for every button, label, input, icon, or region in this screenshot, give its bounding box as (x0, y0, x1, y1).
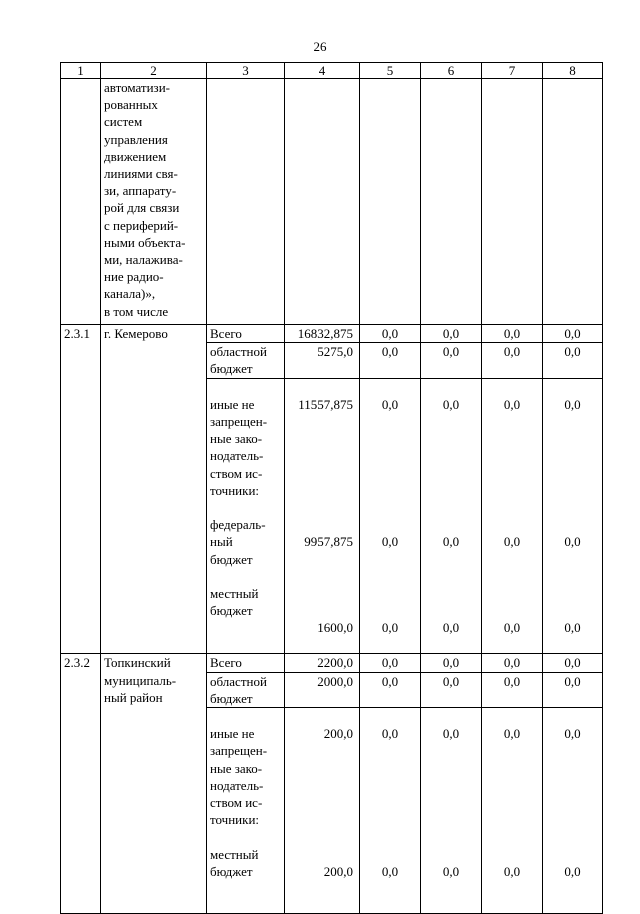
cell-value: 0,0 (482, 325, 543, 343)
cell-source (207, 708, 285, 914)
header-col-7: 7 (482, 63, 543, 79)
cell-name: Топкинский муниципаль- ный район (101, 654, 207, 914)
header-col-8: 8 (543, 63, 603, 79)
cell-total (285, 378, 360, 654)
cell-total: 16832,875 (285, 325, 360, 343)
value-label: 0,0 (564, 863, 581, 879)
source-label: местный бюджет (210, 586, 259, 619)
source-label: местный бюджет (210, 846, 259, 879)
cell-value (482, 708, 543, 914)
cell-value: 0,0 (543, 672, 603, 707)
cell-value (543, 378, 603, 654)
cell-empty (482, 79, 543, 325)
cell-name: автоматизи- рованных систем управления движением линиями свя- зи, аппарату- рой для связи с периферий- ными объекта- ми, налажива- ние радио- канала)», в том числе (101, 79, 207, 325)
cell-source (207, 378, 285, 654)
page-number: 26 (313, 39, 327, 54)
value-label: 200,0 (323, 863, 353, 879)
cell-value (360, 378, 421, 654)
value-label: 0,0 (381, 534, 399, 550)
cell-empty (207, 79, 285, 325)
cell-value (543, 708, 603, 914)
cell-source: Всего (207, 325, 285, 343)
cell-value: 0,0 (421, 325, 482, 343)
value-label: 0,0 (442, 726, 460, 742)
cell-value: 0,0 (543, 654, 603, 672)
value-label: 1600,0 (317, 620, 353, 636)
value-label: 0,0 (564, 726, 581, 742)
value-label: 0,0 (564, 620, 581, 636)
cell-source: областной бюджет (207, 343, 285, 378)
header-col-2: 2 (101, 63, 207, 79)
cell-code: 2.3.1 (61, 325, 101, 654)
value-label: 0,0 (442, 396, 460, 412)
value-label: 200,0 (323, 726, 353, 742)
cell-empty (543, 79, 603, 325)
cell-value: 0,0 (421, 343, 482, 378)
cell-total: 5275,0 (285, 343, 360, 378)
budget-table (60, 62, 603, 914)
cell-value: 0,0 (482, 343, 543, 378)
source-label: иные не запрещен- ные зако- нодатель- ством ис- точники: (210, 396, 268, 498)
value-label: 0,0 (442, 620, 460, 636)
header-col-5: 5 (360, 63, 421, 79)
value-label: 0,0 (503, 620, 521, 636)
value-label: 0,0 (503, 726, 521, 742)
value-label: 0,0 (381, 863, 399, 879)
value-label: 0,0 (381, 726, 399, 742)
value-label: 0,0 (503, 534, 521, 550)
cell-total: 2200,0 (285, 654, 360, 672)
table-row (61, 325, 603, 343)
header-row (61, 63, 603, 79)
value-label: 0,0 (381, 396, 399, 412)
cell-value: 0,0 (360, 654, 421, 672)
cell-value: 0,0 (543, 343, 603, 378)
cell-value: 0,0 (360, 672, 421, 707)
value-label: 0,0 (503, 863, 521, 879)
value-label: 0,0 (381, 620, 399, 636)
cell-name: г. Кемерово (101, 325, 207, 654)
value-label: 0,0 (564, 534, 581, 550)
cell-value (421, 378, 482, 654)
header-col-1: 1 (61, 63, 101, 79)
header-col-3: 3 (207, 63, 285, 79)
value-label: 0,0 (503, 396, 521, 412)
cell-code: 2.3.2 (61, 654, 101, 914)
continuation-row (61, 79, 603, 325)
cell-empty (285, 79, 360, 325)
cell-value: 0,0 (421, 654, 482, 672)
cell-total (285, 708, 360, 914)
header-col-6: 6 (421, 63, 482, 79)
cell-value (482, 378, 543, 654)
value-label: 9957,875 (304, 534, 353, 550)
cell-source: Всего (207, 654, 285, 672)
value-label: 0,0 (442, 863, 460, 879)
source-label: федераль- ный бюджет (210, 517, 266, 567)
cell-value: 0,0 (482, 654, 543, 672)
cell-value: 0,0 (360, 343, 421, 378)
cell-source: областной бюджет (207, 672, 285, 707)
cell-code (61, 79, 101, 325)
cell-empty (360, 79, 421, 325)
cell-total: 2000,0 (285, 672, 360, 707)
source-label: иные не запрещен- ные зако- нодатель- ством ис- точники: (210, 726, 268, 828)
table-row (61, 654, 603, 672)
cell-empty (421, 79, 482, 325)
header-col-4: 4 (285, 63, 360, 79)
cell-value: 0,0 (360, 325, 421, 343)
cell-value: 0,0 (482, 672, 543, 707)
value-label: 0,0 (564, 396, 581, 412)
cell-value: 0,0 (421, 672, 482, 707)
cell-value (421, 708, 482, 914)
value-label: 11557,875 (298, 396, 353, 412)
cell-value: 0,0 (543, 325, 603, 343)
cell-value (360, 708, 421, 914)
value-label: 0,0 (442, 534, 460, 550)
